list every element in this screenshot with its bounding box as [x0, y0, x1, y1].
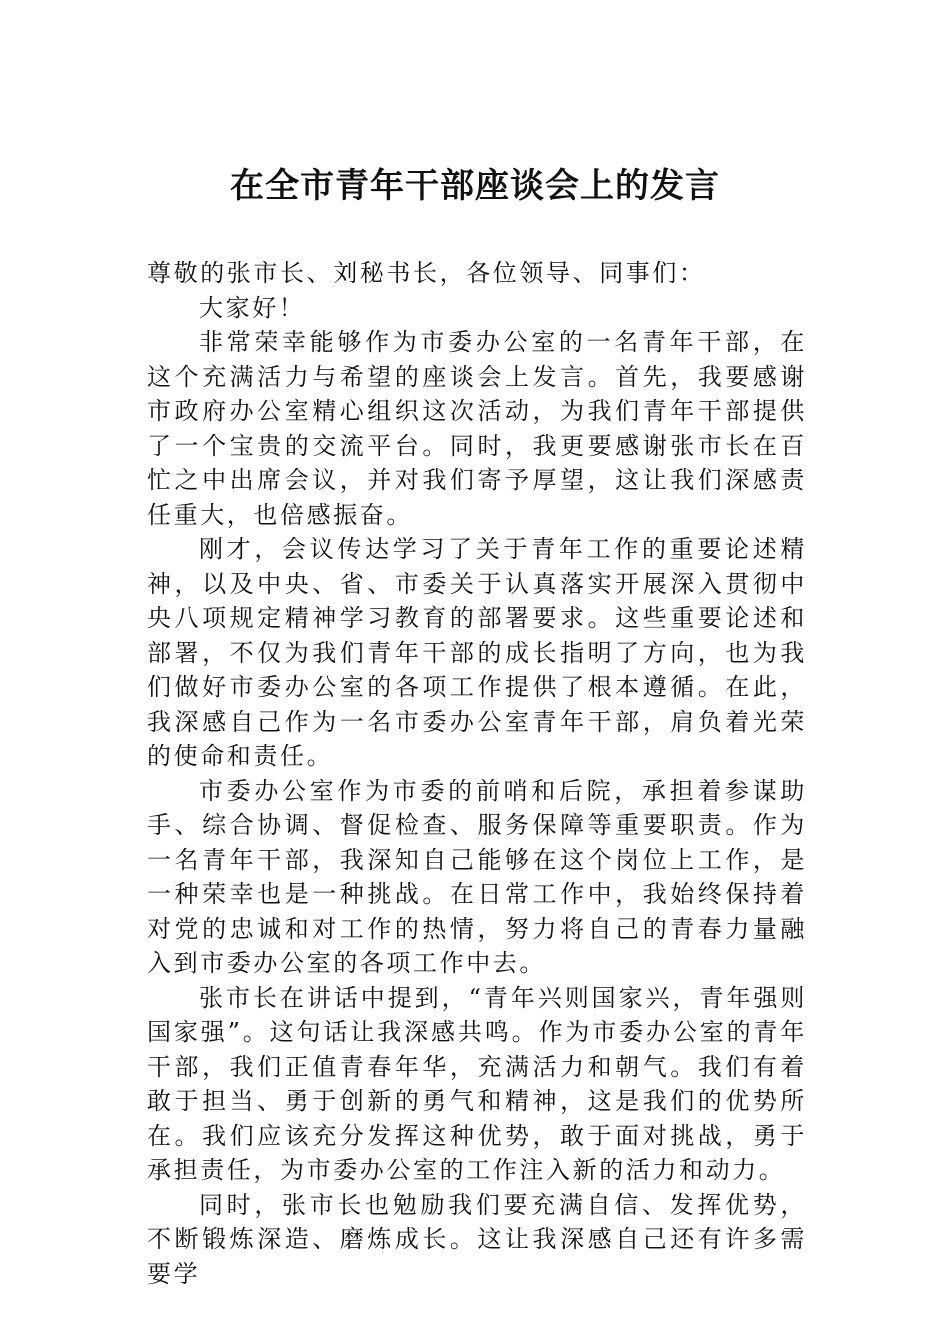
paragraph: 张市长在讲话中提到，“青年兴则国家兴，青年强则国家强”。这句话让我深感共鸣。作为市委办公室的青年干部，我们正值青春年华，充满活力和朝气。我们有着敢于担当、勇于创新的勇气和精神，这是我们的优势所在。我们应该充分发挥这种优势，敢于面对挑战，勇于承担责任，为市委办公室的工作注入新的活力和动力。 [147, 983, 807, 1184]
document-body [147, 256, 807, 1291]
document-title: 在全市青年干部座谈会上的发言 [230, 166, 720, 206]
paragraph: 同时，张市长也勉励我们要充满自信、发挥优势，不断锻炼深造、磨炼成长。这让我深感自己还有许多需要学 [147, 1190, 807, 1288]
paragraph: 非常荣幸能够作为市委办公室的一名青年干部，在这个充满活力与希望的座谈会上发言。首先，我要感谢市政府办公室精心组织这次活动，为我们青年干部提供了一个宝贵的交流平台。同时，我更要感谢张市长在百忙之中出席会议，并对我们寄予厚望，这让我们深感责任重大，也倍感振奋。 [147, 328, 807, 529]
greeting: 大家好！ [199, 293, 306, 322]
paragraph: 市委办公室作为市委的前哨和后院，承担着参谋助手、综合协调、督促检查、服务保障等重要职责。作为一名青年干部，我深知自己能够在这个岗位上工作，是一种荣幸也是一种挑战。在日常工作中，我始终保持着对党的忠诚和对工作的热情，努力将自己的青春力量融入到市委办公室的各项工作中去。 [147, 776, 807, 977]
salutation: 尊敬的张市长、刘秘书长，各位领导、同事们： [147, 259, 706, 287]
paragraph: 刚才，会议传达学习了关于青年工作的重要论述精神，以及中央、省、市委关于认真落实开展深入贯彻中央八项规定精神学习教育的部署要求。这些重要论述和部署，不仅为我们青年干部的成长指明了方向，也为我们做好市委办公室的各项工作提供了根本遵循。在此，我深感自己作为一名市委办公室青年干部，肩负着光荣的使命和责任。 [147, 535, 807, 770]
